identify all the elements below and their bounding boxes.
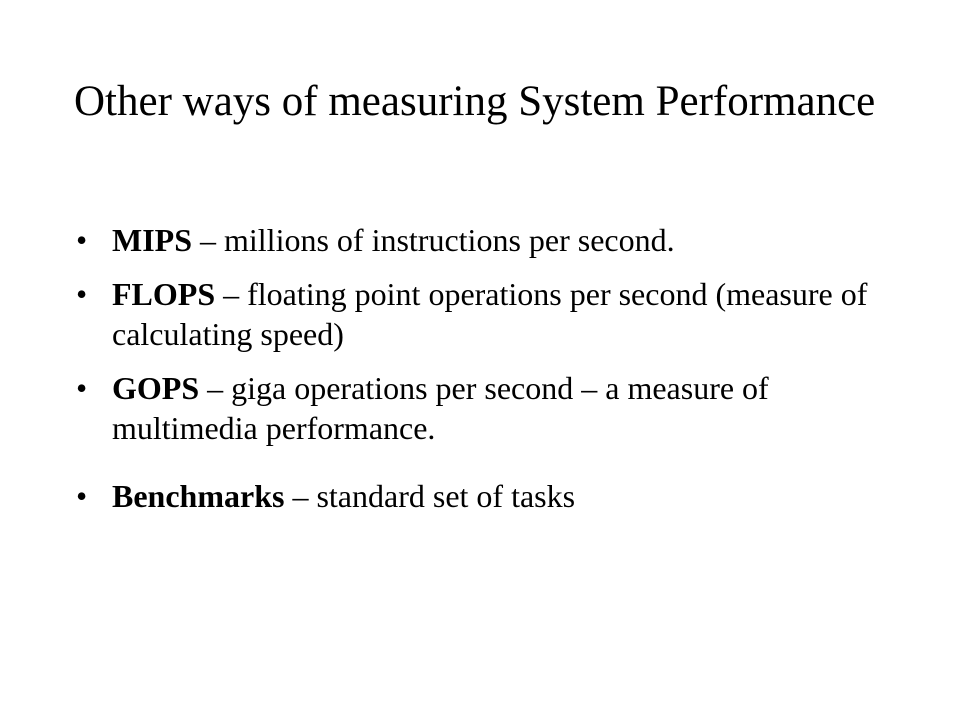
bullet-item-flops [76,274,896,354]
bullet-term: FLOPS [112,276,216,312]
bullet-text: – giga operations per second – a measure of multimedia performance. [112,370,769,446]
bullet-dot-icon: • [76,222,88,258]
bullet-text: – floating point operations per second (measure of calculating speed) [112,276,868,352]
bullet-item-gops [76,368,896,448]
bullet-dot-icon: • [76,276,88,312]
bullet-term: MIPS [112,222,192,258]
bullet-term: Benchmarks [112,478,285,514]
bullet-dot-icon: • [76,370,88,406]
bullet-item-benchmarks [76,476,896,516]
slide-title: Other ways of measuring System Performance [74,78,876,125]
bullet-item-mips [76,220,896,260]
bullet-text: – standard set of tasks [284,478,576,514]
bullet-dot-icon: • [76,478,88,514]
bullet-term: GOPS [112,370,200,406]
bullet-text: – millions of instructions per second. [192,222,675,258]
bullet-list [76,220,896,516]
